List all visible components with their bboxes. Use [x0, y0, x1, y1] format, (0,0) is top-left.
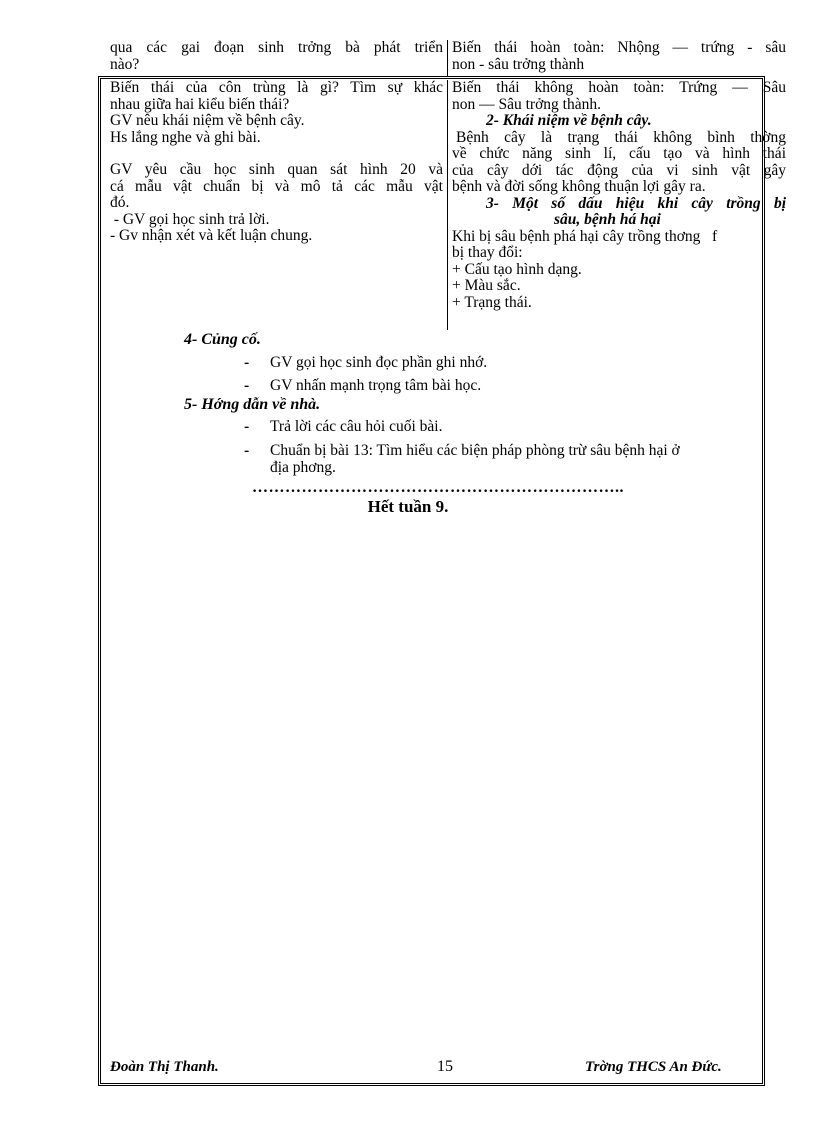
dotted-separator: ………………………………………………………….. [252, 479, 624, 496]
section-4-title: 4- Củng cố. [184, 331, 261, 348]
text-line: Biến thái của côn trùng là gì? Tìm sự khác [110, 79, 443, 96]
end-of-week-title: Hết tuần 9. [367, 497, 449, 516]
list-item [244, 377, 481, 394]
text-line: + Cấu tạo hình dạng. [452, 260, 582, 278]
bullet-dash: - [244, 418, 250, 435]
list-item [244, 418, 442, 435]
lesson-table [110, 80, 786, 330]
top-table-row [110, 40, 786, 76]
text-line: đó. [110, 194, 130, 211]
text-line: qua các gai đoạn sinh trởng bà phát triển [110, 40, 443, 56]
footer-school: Trờng THCS An Đức. [585, 1059, 722, 1075]
text-line: GV nêu khái niệm về bệnh cây. [110, 112, 305, 129]
top-row-left-cell [110, 40, 447, 76]
section-5-title: 5- Hớng dẫn về nhà. [184, 396, 321, 413]
text-line: Hs lắng nghe và ghi bài. [110, 128, 261, 146]
text-line: nhau giữa hai kiểu biến thái? [110, 95, 290, 113]
list-item-text: GV gọi học sinh đọc phần ghi nhớ. [270, 354, 488, 371]
list-item-text: Chuẩn bị bài 13: Tìm hiểu các biện pháp phòng trừ sâu bệnh hại ở [270, 442, 680, 459]
list-item-text: Trả lời các câu hỏi cuối bài. [270, 418, 443, 435]
text-line: - Gv nhận xét và kết luận chung. [110, 227, 313, 244]
teacher-activity-cell [110, 80, 447, 330]
text-line: bị thay đổi: [452, 244, 523, 261]
bullet-dash: - [244, 354, 250, 371]
text-line: GV yêu cầu học sinh quan sát hình 20 và [110, 161, 443, 178]
text-line: non — Sâu trởng thành. [452, 95, 601, 113]
text-line: + Trạng thái. [452, 293, 532, 311]
text-line: về chức năng sinh lí, cấu tạo và hình thái [452, 145, 786, 162]
text-line: nào? [110, 55, 140, 73]
text-line: bệnh và đời sống không thuận lợi gây ra. [452, 178, 706, 195]
bullet-dash: - [244, 377, 250, 394]
list-item [244, 442, 784, 476]
list-item-text-cont: địa phơng. [270, 459, 336, 476]
content-cell [447, 80, 786, 330]
text-line: - GV gọi học sinh trả lời. [110, 210, 270, 228]
top-row-right-cell [447, 40, 786, 76]
text-line: cá mẫu vật chuẩn bị và mô tả các mẫu vật [110, 177, 443, 195]
page-number: 15 [437, 1058, 453, 1075]
list-item [244, 354, 487, 371]
list-item-text: GV nhấn mạnh trọng tâm bài học. [270, 377, 482, 394]
heading-2: 2- Khái niệm về bệnh cây. [486, 112, 652, 129]
bullet-dash: - [244, 442, 250, 459]
text-line: + Màu sắc. [452, 277, 521, 294]
text-line: của cây dới tác động của vi sinh vật gây [452, 161, 786, 179]
text-line: Khi bị sâu bệnh phá hại cây trồng thơng f [452, 227, 718, 245]
footer-author: Đoàn Thị Thanh. [110, 1059, 219, 1075]
heading-3-cont: sâu, bệnh há hại [554, 211, 661, 228]
text-line: Biến thái hoàn toàn: Nhộng — trứng - sâu [452, 40, 786, 56]
text-line: Biến thái không hoàn toàn: Trứng — Sâu [452, 79, 786, 96]
text-line: non - sâu trởng thành [452, 55, 585, 73]
text-line: Bệnh cây là trạng thái không bình thờng [456, 128, 786, 146]
heading-3: 3- Một số dấu hiệu khi cây trồng bị [486, 194, 786, 212]
